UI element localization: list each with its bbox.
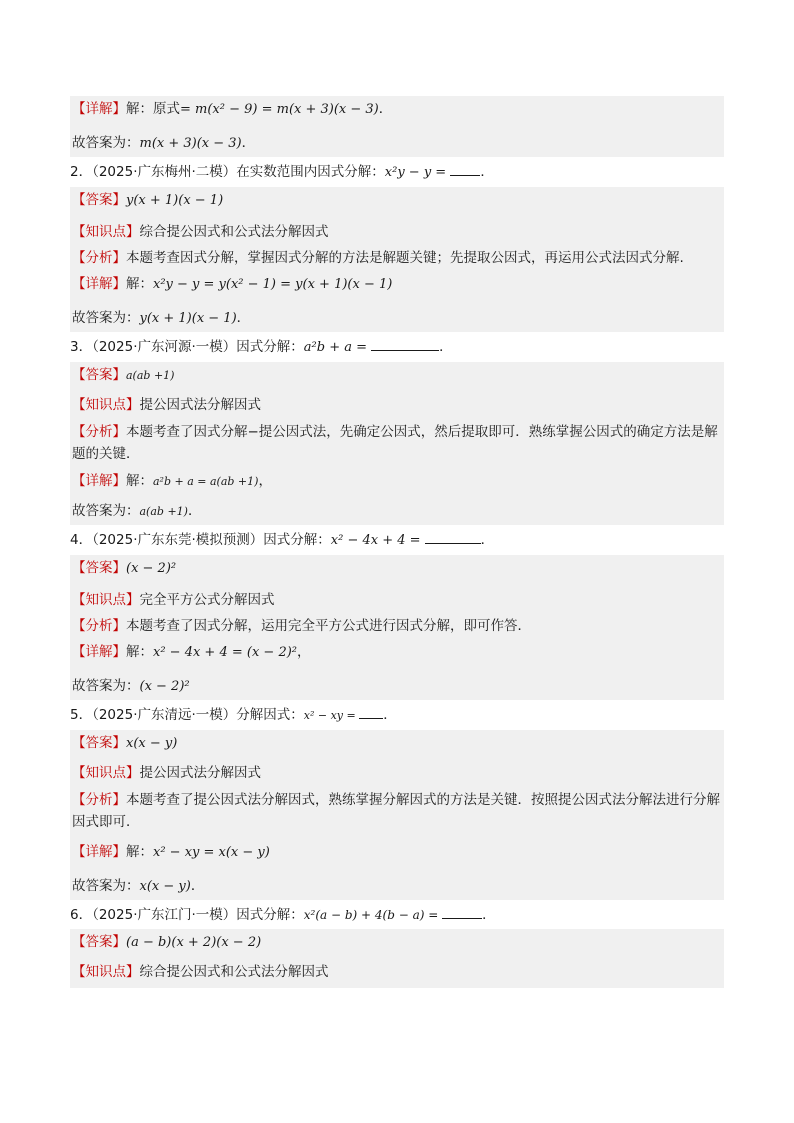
q3-stem bbox=[70, 332, 724, 362]
q2-knowledge-text: 综合提公因式和公式法分解因式 bbox=[139, 224, 329, 240]
q2-solution-block bbox=[70, 187, 724, 332]
q6-solution-block bbox=[70, 929, 724, 988]
q2-conclusion-math: y(x + 1)(x − 1) bbox=[139, 311, 237, 326]
q3-detail bbox=[72, 468, 724, 495]
q3-conclusion bbox=[72, 495, 724, 525]
q4-knowledge-text: 完全平方公式分解因式 bbox=[139, 592, 275, 608]
q5-analysis-text: 本题考查了提公因式法分解因式，熟练掌握分解因式的方法是关键．按照提公因式法分解法进行分解因式即可． bbox=[72, 792, 720, 830]
knowledge-tag: 【知识点】 bbox=[72, 765, 140, 781]
q5-stem-end: ． bbox=[383, 707, 397, 723]
detail-tag: 【详解】 bbox=[72, 844, 126, 860]
q2-answer-blank bbox=[450, 161, 480, 176]
q1-conclusion bbox=[72, 123, 724, 157]
detail-math: = m(x² − 9) = m(x + 3)(x − 3) bbox=[180, 102, 379, 117]
conclusion-label: 故答案为： bbox=[72, 878, 140, 894]
detail-tag: 【详解】 bbox=[72, 276, 126, 292]
knowledge-tag: 【知识点】 bbox=[72, 224, 140, 240]
q2-knowledge bbox=[72, 214, 724, 245]
q2-detail-text: 解： bbox=[126, 276, 153, 292]
q4-answer bbox=[72, 555, 724, 582]
q4-detail-end: ， bbox=[297, 644, 311, 660]
answer-tag: 【答案】 bbox=[72, 560, 126, 576]
q4-detail-text: 解： bbox=[126, 644, 153, 660]
q3-analysis-text: 本题考查了因式分解−提公因式法，先确定公因式，然后提取即可．熟练掌握公因式的确定方法是解题的关键． bbox=[72, 424, 718, 462]
q4-stem-math: x² − 4x + 4 = bbox=[330, 533, 425, 548]
q2-answer-math: y(x + 1)(x − 1) bbox=[126, 193, 224, 208]
q4-detail-math: x² − 4x + 4 = (x − 2)² bbox=[153, 645, 298, 660]
knowledge-tag: 【知识点】 bbox=[72, 964, 140, 980]
q5-stem-text: 5．（2025·广东清远·一模）分解因式： bbox=[70, 707, 304, 723]
detail-tag: 【详解】 bbox=[72, 473, 126, 489]
q2-conclusion-end: ． bbox=[236, 310, 251, 326]
q5-knowledge bbox=[72, 757, 724, 786]
q2-detail-math: x²y − y = y(x² − 1) = y(x + 1)(x − 1) bbox=[153, 277, 393, 292]
q6-answer-blank bbox=[442, 904, 482, 919]
q5-detail bbox=[72, 836, 724, 866]
q3-detail-math: a²b + a = a(ab +1) bbox=[153, 475, 259, 488]
q5-answer bbox=[72, 730, 724, 757]
q2-conclusion bbox=[72, 298, 724, 332]
q4-stem-text: 4．（2025·广东东莞·模拟预测）因式分解： bbox=[70, 532, 331, 548]
q6-knowledge-text: 综合提公因式和公式法分解因式 bbox=[139, 964, 329, 980]
analysis-tag: 【分析】 bbox=[72, 424, 126, 440]
q3-answer-blank bbox=[371, 336, 439, 351]
q2-answer bbox=[72, 187, 724, 214]
conclusion-label: 故答案为： bbox=[72, 503, 140, 519]
q3-stem-math: a²b + a = bbox=[303, 340, 372, 355]
q4-analysis-text: 本题考查了因式分解，运用完全平方公式进行因式分解，即可作答． bbox=[126, 618, 531, 634]
conclusion-end: ． bbox=[241, 135, 256, 151]
conclusion-label: 故答案为： bbox=[72, 310, 140, 326]
q3-knowledge bbox=[72, 389, 724, 418]
q5-answer-math: x(x − y) bbox=[126, 736, 178, 751]
q5-conclusion-end: ． bbox=[190, 878, 205, 894]
q4-answer-blank bbox=[425, 529, 481, 544]
q3-answer-math: a(ab +1) bbox=[126, 369, 175, 382]
q5-solution-block bbox=[70, 730, 724, 900]
analysis-tag: 【分析】 bbox=[72, 792, 126, 808]
q6-knowledge bbox=[72, 956, 724, 988]
q6-answer-math: (a − b)(x + 2)(x − 2) bbox=[126, 935, 262, 950]
q5-answer-blank bbox=[359, 704, 383, 719]
q4-conclusion-math: (x − 2)² bbox=[139, 679, 190, 694]
conclusion-label: 故答案为： bbox=[72, 678, 140, 694]
answer-tag: 【答案】 bbox=[72, 367, 126, 383]
analysis-tag: 【分析】 bbox=[72, 618, 126, 634]
knowledge-tag: 【知识点】 bbox=[72, 397, 140, 413]
q1-solution-block bbox=[70, 96, 724, 157]
q6-stem-end: ． bbox=[482, 907, 496, 923]
q4-analysis bbox=[72, 613, 724, 639]
detail-tag: 【详解】 bbox=[72, 644, 126, 660]
q4-answer-math: (x − 2)² bbox=[126, 561, 177, 576]
detail-text: 解：原式 bbox=[126, 101, 180, 117]
q3-detail-text: 解： bbox=[126, 473, 153, 489]
q4-stem bbox=[70, 525, 724, 555]
detail-tag: 【详解】 bbox=[72, 101, 126, 117]
q3-conclusion-math: a(ab +1) bbox=[139, 505, 188, 518]
q3-knowledge-text: 提公因式法分解因式 bbox=[139, 397, 261, 413]
q6-stem bbox=[70, 900, 724, 929]
q5-detail-text: 解： bbox=[126, 844, 153, 860]
q2-stem-text: 2．（2025·广东梅州·二模）在实数范围内因式分解： bbox=[70, 164, 385, 180]
answer-tag: 【答案】 bbox=[72, 934, 126, 950]
q5-conclusion-math: x(x − y) bbox=[139, 879, 191, 894]
q4-knowledge bbox=[72, 582, 724, 613]
q4-stem-end: ． bbox=[480, 532, 495, 548]
q5-stem-math: x² − xy = bbox=[303, 709, 360, 722]
q6-stem-text: 6．（2025·广东江门·一模）因式分解： bbox=[70, 907, 304, 923]
q6-stem-math: x²(a − b) + 4(b − a) = bbox=[303, 908, 443, 922]
q2-stem-math: x²y − y = bbox=[384, 165, 451, 180]
detail-end: ． bbox=[378, 101, 393, 117]
q3-analysis bbox=[72, 418, 724, 468]
q3-stem-text: 3．（2025·广东河源·一模）因式分解： bbox=[70, 339, 304, 355]
q3-detail-end: ， bbox=[258, 473, 272, 489]
q3-conclusion-end: ． bbox=[187, 503, 202, 519]
q4-solution-block bbox=[70, 555, 724, 700]
q3-solution-block bbox=[70, 362, 724, 525]
q2-stem-end: ． bbox=[480, 164, 494, 180]
q3-answer bbox=[72, 362, 724, 389]
q4-conclusion bbox=[72, 666, 724, 700]
q5-knowledge-text: 提公因式法分解因式 bbox=[139, 765, 261, 781]
q2-analysis-text: 本题考查因式分解，掌握因式分解的方法是解题关键；先提取公因式，再运用公式法因式分解. bbox=[126, 250, 684, 266]
q3-stem-end: ． bbox=[439, 339, 453, 355]
answer-tag: 【答案】 bbox=[72, 192, 126, 208]
q2-analysis bbox=[72, 245, 724, 271]
q1-detail bbox=[72, 96, 724, 123]
q5-conclusion bbox=[72, 866, 724, 900]
analysis-tag: 【分析】 bbox=[72, 250, 126, 266]
answer-tag: 【答案】 bbox=[72, 735, 126, 751]
page-content bbox=[70, 96, 724, 988]
q5-detail-math: x² − xy = x(x − y) bbox=[153, 845, 270, 860]
conclusion-math: m(x + 3)(x − 3) bbox=[139, 136, 242, 151]
q2-stem bbox=[70, 157, 724, 187]
q4-detail bbox=[72, 639, 724, 666]
q6-answer bbox=[72, 929, 724, 956]
q2-detail bbox=[72, 271, 724, 298]
knowledge-tag: 【知识点】 bbox=[72, 592, 140, 608]
q5-stem bbox=[70, 700, 724, 730]
q5-analysis bbox=[72, 786, 724, 836]
conclusion-label: 故答案为： bbox=[72, 135, 140, 151]
